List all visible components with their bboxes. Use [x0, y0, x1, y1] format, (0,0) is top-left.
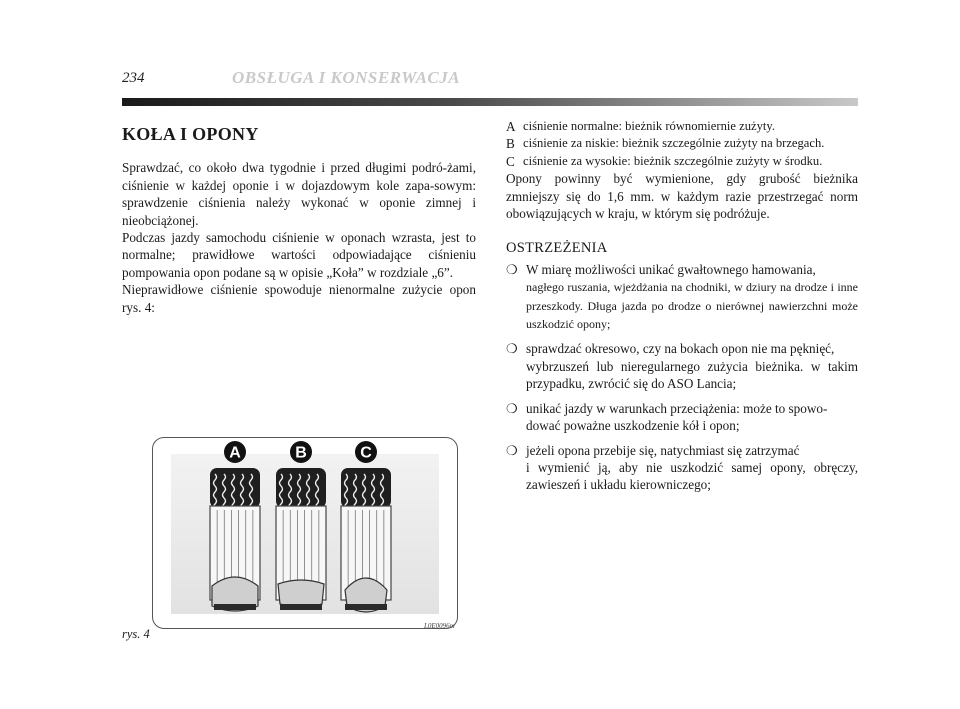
right-column — [506, 118, 858, 501]
legend-key: B — [506, 136, 515, 152]
legend-text: ciśnienie za wysokie: bieżnik szczególnie zużyty w środku. — [523, 153, 823, 168]
tire-a — [210, 468, 260, 611]
bullet-circle-icon: ❍ — [506, 261, 518, 277]
warning-rest: i wymienić ją, aby nie uszkodzić samej opony, obręczy, zawieszeń i układu kierowniczego; — [526, 459, 858, 493]
tire-contact-patch — [278, 580, 324, 607]
tire-label-c — [355, 441, 377, 463]
tire-label-a — [224, 441, 246, 463]
label-letter: C — [360, 444, 372, 462]
chapter-title: OBSŁUGA I KONSERWACJA — [232, 68, 461, 87]
warning-lead: unikać jazdy w warunkach przeciążenia: może to spowo- — [526, 400, 828, 416]
legend-key: C — [506, 153, 515, 169]
label-letter: A — [229, 444, 241, 462]
paragraph-tread-depth: Opony powinny być wymienione, gdy grubość bieżnika zmniejszy się do 1,6 mm. w każdym razie przestrzegać norm obowiązujących w kraju, w którym się podróżuje. — [506, 171, 858, 222]
warnings-title: OSTRZEŻENIA — [506, 240, 608, 257]
section-title: KOŁA I OPONY — [122, 124, 259, 144]
legend-text: ciśnienie za niskie: bieżnik szczególnie zużyty na brzegach. — [523, 136, 825, 151]
legend-key: A — [506, 119, 516, 134]
tire-c — [341, 468, 391, 612]
legend-item-c — [506, 153, 858, 170]
warning-lead: sprawdzać okresowo, czy na bokach opon nie ma pęknięć, — [526, 341, 835, 357]
legend-item-a — [506, 118, 858, 135]
paragraph-pressure-rise: Podczas jazdy samochodu ciśnienie w oponach wzrasta, jest to normalne; prawidłowe wartości odpowiadające ciśnieniu pompowania opon podane są w opisie „Koła” w rozdziale „6”. — [122, 230, 476, 280]
warning-rest: wybrzuszeń lub nieregularnego zużycia bieżnika. w takim przypadku, zwrócić się do ASO Lancia; — [526, 358, 858, 392]
tire-wear-illustration — [153, 438, 457, 628]
warning-item — [506, 442, 858, 494]
paragraph-check-pressure: Sprawdzać, co około dwa tygodnie i przed długimi podró-żami, ciśnienie w każdej oponie i w dojazdowym kole zapa-sowym: sprawdzenie ciśnienia należy wykonać w oponie zimnej i nieobciążonej. — [122, 160, 476, 228]
warning-lead: W miarę możliwości unikać gwałtownego hamowania, — [526, 261, 816, 277]
warning-rest: nagłego ruszania, wjeżdżania na chodniki, w dziury na drodze i inne przeszkody. Długa jazda po drodze o nierównej nawierzchni może uszkodzić opony; — [526, 280, 858, 332]
tire-ground-tread — [214, 604, 256, 610]
tire-wear-figure — [152, 437, 458, 629]
figure-code: L0E0096m — [424, 622, 455, 630]
bullet-circle-icon: ❍ — [506, 341, 518, 357]
label-letter: B — [295, 444, 307, 462]
warning-item — [506, 400, 858, 435]
tire-ground-tread — [345, 604, 387, 610]
tire-label-b — [290, 441, 312, 463]
figure-caption: rys. 4 — [122, 627, 150, 641]
bullet-circle-icon: ❍ — [506, 400, 518, 416]
tire-ground-tread — [280, 604, 322, 610]
left-column — [122, 118, 476, 316]
paragraph-incorrect-pressure: Nieprawidłowe ciśnienie spowoduje nienormalne zużycie opon rys. 4: — [122, 282, 476, 315]
bullet-circle-icon: ❍ — [506, 442, 518, 458]
warning-item — [506, 261, 858, 334]
legend-item-b — [506, 135, 858, 152]
header-bar — [122, 98, 858, 106]
warning-lead: jeżeli opona przebije się, natychmiast się zatrzymać — [526, 442, 800, 458]
warning-item — [506, 340, 858, 392]
page-number: 234 — [122, 70, 145, 86]
tire-b — [276, 468, 326, 610]
legend-text: ciśnienie normalne: bieżnik równomiernie zużyty. — [523, 119, 776, 133]
warning-rest: dować poważne uszkodzenie kół i opon; — [526, 418, 740, 434]
